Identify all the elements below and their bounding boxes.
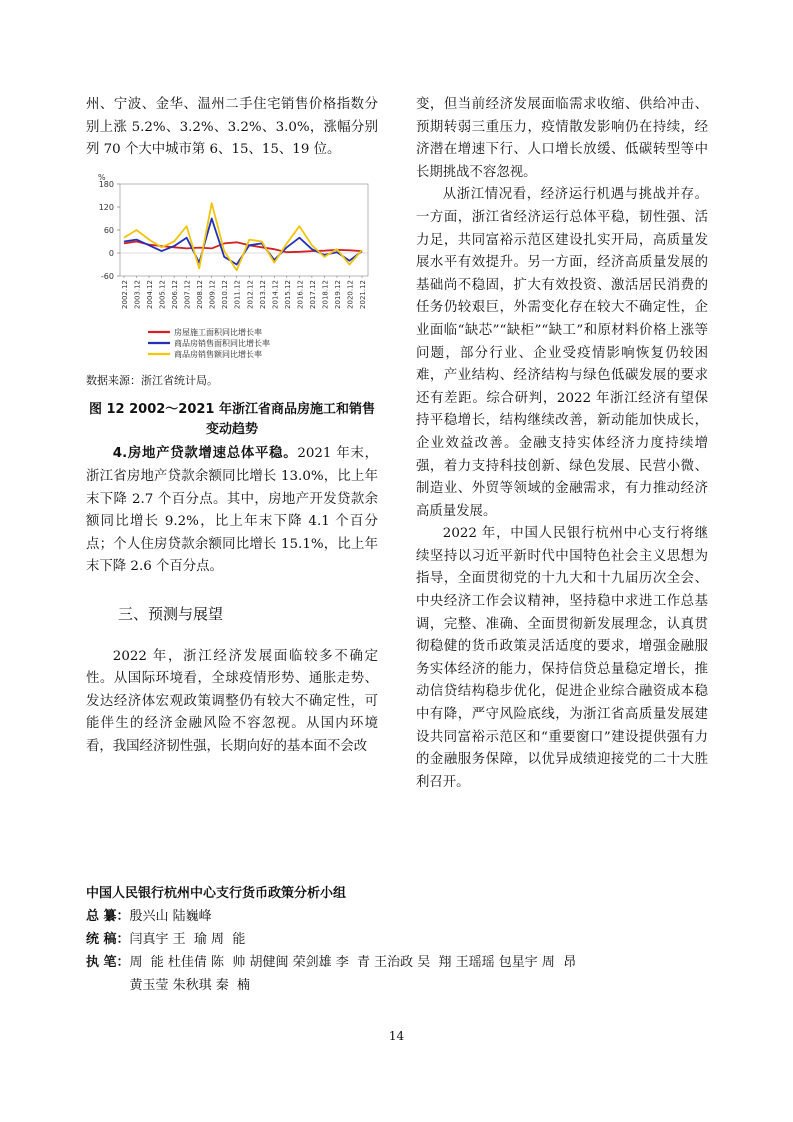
x-tick-label: 2021.12 bbox=[359, 279, 367, 309]
x-tick-label: 2007.12 bbox=[183, 279, 192, 309]
loan-text: 2021 年末，浙江省房地产贷款余额同比增长 13.0%，比上年末下降 2.7 个百分点。其中，房地产开发贷款余额同比增长 9.2%，比上年末下降 4.1 个百分点；个人住房贷款余额同比增长 15.1%，比上年末下降 2.6 个百分点。 bbox=[86, 446, 378, 575]
x-tick-label: 2011.12 bbox=[233, 279, 242, 309]
x-tick-label: 2014.12 bbox=[271, 279, 280, 309]
figure-12-chart bbox=[86, 168, 378, 368]
outlook-paragraph: 2022 年，浙江经济发展面临较多不确定性。从国际环境看，全球疫情形势、通胀走势、发达经济体宏观政策调整仍有较大不确定性，可能伴生的经济金融风险不容忽视。从国内环境看，我国经济韧性强，长期向好的基本面不会改 bbox=[86, 648, 378, 754]
editor-names: 殷兴山 陆巍峰 bbox=[129, 909, 212, 924]
credits-group: 中国人民银行杭州中心支行货币政策分析小组 bbox=[86, 886, 347, 901]
left-column bbox=[86, 94, 378, 759]
x-tick-label: 2016.12 bbox=[296, 279, 305, 309]
series-line-2 bbox=[124, 218, 362, 264]
plot-frame bbox=[120, 184, 368, 276]
loan-heading: 4.房地产贷款增速总体平稳。 bbox=[112, 446, 298, 462]
x-tick-label: 2017.12 bbox=[308, 279, 317, 309]
page-number: 14 bbox=[388, 1029, 405, 1043]
chart-series bbox=[124, 203, 362, 270]
editor-label: 总 纂： bbox=[86, 909, 130, 924]
x-tick-label: 2013.12 bbox=[258, 279, 267, 309]
y-tick-label: 0 bbox=[108, 248, 114, 258]
x-tick-label: 2003.12 bbox=[133, 279, 142, 309]
series-line-3 bbox=[124, 203, 362, 270]
credit-compiler bbox=[86, 928, 706, 951]
x-tick-label: 2019.12 bbox=[333, 279, 342, 309]
source-note: 数据来源：浙江省统计局。 bbox=[86, 373, 218, 387]
x-tick-label: 2006.12 bbox=[171, 279, 180, 309]
x-tick-label: 2008.12 bbox=[196, 279, 205, 309]
legend-label-2: 商品房销售面积同比增长率 bbox=[174, 338, 270, 348]
credit-writer bbox=[86, 951, 706, 997]
compiler-label: 统 稿： bbox=[86, 932, 130, 947]
x-tick-label: 2015.12 bbox=[283, 279, 292, 309]
y-tick-label: -60 bbox=[100, 271, 114, 281]
chart-legend bbox=[148, 327, 270, 359]
intro-paragraph: 州、宁波、金华、温州二手住宅销售价格指数分别上涨 5.2%、3.2%、3.2%、3.0%，涨幅分别列 70 个大中城市第 6、15、15、19 位。 bbox=[86, 97, 378, 158]
legend-label-3: 商品房销售额同比增长率 bbox=[174, 349, 262, 359]
section-title: 三、预测与展望 bbox=[118, 604, 224, 623]
line-chart bbox=[86, 168, 378, 368]
y-tick-label: 180 bbox=[98, 179, 114, 189]
figure-caption: 图 12 2002～2021 年浙江省商品房施工和销售变动趋势 bbox=[88, 402, 376, 438]
y-axis-label: % bbox=[98, 172, 106, 182]
x-tick-label: 2005.12 bbox=[158, 279, 167, 309]
x-tick-label: 2004.12 bbox=[146, 279, 155, 309]
x-tick-label: 2012.12 bbox=[246, 279, 255, 309]
right-column bbox=[416, 94, 708, 794]
right-paragraph-2: 从浙江情况看，经济运行机遇与挑战并存。一方面，浙江省经济运行总体平稳，韧性强、活力足，共同富裕示范区建设扎实开局，高质量发展水平有效提升。另一方面，经济高质量发展的基础尚不稳固，扩大有效投资、激活居民消费的任务仍较艰巨，外需变化存在较大不确定性，企业面临“缺芯”“缺柜”“缺工”和原材料价格上涨等问题，部分行业、企业受疫情影响恢复仍较困难，产业结构、经济结构与绿色低碳发展的要求还有差距。综合研判，2022 年浙江经济有望保持平稳增长，结构继续改善，新动能加快成长，企业效益改善。金融支持实体经济力度持续增强，着力支持科技创新、绿色发展、民营小微、制造业、外贸等领域的金融需求，有力推动经济高质量发展。 bbox=[416, 187, 708, 519]
legend-label-1: 房屋施工面积同比增长率 bbox=[174, 327, 262, 337]
x-tick-label: 2018.12 bbox=[321, 279, 330, 309]
writer-label: 执 笔： bbox=[86, 955, 130, 970]
compiler-names: 闫真宇 王 瑜 周 能 bbox=[129, 932, 246, 947]
right-paragraph-1: 变，但当前经济发展面临需求收缩、供给冲击、预期转弱三重压力，疫情散发影响仍在持续，经济潜在增速下行、人口增长放缓、低碳转型等中长期挑战不容忽视。 bbox=[416, 97, 708, 180]
loan-paragraph bbox=[86, 443, 378, 579]
x-tick-label: 2002.12 bbox=[121, 279, 129, 309]
right-paragraph-3: 2022 年，中国人民银行杭州中心支行将继续坚持以习近平新时代中国特色社会主义思想为指导，全面贯彻党的十九大和十九届历次全会、中央经济工作会议精神，坚持稳中求进工作总基调，完整、准确、全面贯彻新发展理念，认真贯彻稳健的货币政策灵活适度的要求，增强金融服务实体经济的能力，保持信贷总量稳定增长，推动信贷结构稳步优化，促进企业综合融资成本稳中有降，严守风险底线，为浙江省高质量发展建设共同富裕示范区和“重要窗口”建设提供强有力的金融服务保障，以优异成绩迎接党的二十大胜利召开。 bbox=[416, 526, 708, 790]
credit-editor bbox=[86, 905, 706, 928]
credits-block bbox=[86, 882, 706, 997]
writer-names: 周 能 杜佳倩 陈 帅 胡健闽 荣剑雄 李 青 王治政 吴 翔 王瑶瑶 包星宇 周 昂 黄玉莹 朱秋琪 秦 楠 bbox=[129, 955, 577, 993]
y-tick-label: 120 bbox=[98, 202, 114, 212]
x-tick-label: 2020.12 bbox=[346, 279, 355, 309]
x-tick-label: 2010.12 bbox=[221, 279, 230, 309]
x-tick-label: 2009.12 bbox=[208, 279, 217, 309]
y-tick-label: 60 bbox=[103, 225, 114, 235]
